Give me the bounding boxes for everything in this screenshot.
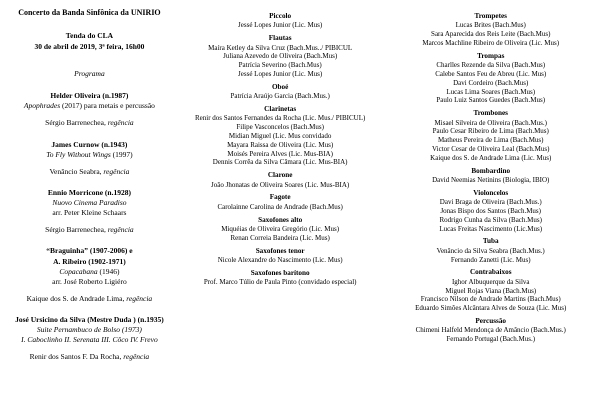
program-items: [8, 91, 171, 362]
member-name: David Neemias Netinins (Biologia, IBIO): [432, 176, 550, 184]
program-line: [8, 315, 171, 325]
program-line: [8, 294, 171, 304]
instrument-section: [183, 12, 378, 30]
member-name: Paulo Cesar Ribeiro de Lima (Bach.Mus): [432, 127, 549, 136]
member-name: Nicole Alexandre do Nascimento (Lic. Mus): [217, 255, 343, 264]
program-line: [8, 246, 171, 256]
instrument-section: [183, 171, 378, 189]
member-name: Davi Braga de Oliveira (Bach.Mus.): [439, 198, 542, 207]
member-name: Calebe Santos Feu de Abreu (Lic. Mus): [435, 69, 547, 78]
program-item: [8, 140, 171, 177]
instrument-section: [183, 83, 378, 101]
program-text: (2017) para metais e percussão: [60, 101, 155, 111]
program-line: [8, 198, 171, 208]
member-name: Venâncio da Silva Seabra (Bach.Mus.): [436, 246, 545, 255]
instrument-heading: Trombones: [473, 109, 508, 118]
member-name: Jessé Lopes Junior (Lic. Mus): [238, 69, 323, 78]
program-text: Suite Pernambuco de Bolso (1973): [36, 325, 142, 335]
program-line: [8, 225, 171, 235]
instrument-heading: Trompas: [477, 51, 505, 60]
venue: Tenda do CLA: [65, 31, 114, 41]
program-text: “Braguinha” (1907-2006) e: [46, 246, 133, 256]
program-text: Renir dos Santos F. Da Rocha,: [29, 352, 124, 362]
program-text: Ennio Morricone (n.1928): [47, 187, 131, 197]
member-name: Dennis Corrêa da Silva Câmara (Lic. Mus-BIA): [212, 158, 348, 167]
brass-strings-percussion-column: [385, 8, 596, 411]
member-name: Ighor Albuquerque da Silva: [451, 277, 530, 286]
program-text: regência: [107, 118, 134, 128]
program-text: Copacabana: [59, 266, 98, 276]
member-name: Lucas Lima Soares (Bach.Mus): [446, 87, 536, 96]
program-text: regência: [107, 225, 134, 235]
member-name: Paulo Luiz Santos Guedes (Bach.Mus): [436, 96, 546, 105]
instrument-heading: Flautas: [268, 34, 292, 43]
member-name: Miquéias de Oliveira Gregório (Lic. Mus): [221, 224, 340, 233]
member-name: Jessé Lopes Junior (Lic. Mus): [238, 21, 323, 30]
member-name: Juliana Azevedo de Oliveira (Bach.Mus): [223, 52, 338, 61]
program-text: James Curnow (n.1943): [51, 139, 128, 149]
program-line: [8, 257, 171, 267]
instrument-section: [389, 189, 592, 234]
date-time: 30 de abril de 2019, 3ª feira, 16h00: [34, 42, 145, 52]
member-name: Moisés Pereira Alves (Lic. Mus-BIA): [227, 149, 333, 158]
program-item: [8, 188, 171, 236]
member-name: Filipe Vasconcelos (Bach.Mus): [236, 123, 324, 132]
member-name: Lucas Freitas Nascimento (Lic.Mus): [439, 224, 543, 233]
program-text: Sérgio Barrenechea,: [45, 118, 108, 128]
program-text: Nuovo Cinema Paradiso: [52, 198, 127, 208]
member-name: Renan Correia Bandeira (Lic. Mus): [230, 233, 330, 242]
instrument-heading: Saxofones barítono: [250, 268, 310, 277]
program-text: Helder Oliveira (n.1987): [50, 91, 129, 101]
program-text: (1946): [97, 266, 120, 276]
document-title: Concerto da Banda Sinfônica da UNIRIO: [18, 8, 161, 17]
instrument-section: [183, 247, 378, 265]
program-line: [8, 118, 171, 128]
program-text: A. Ribeiro (1902-1971): [53, 256, 126, 266]
program-line: [8, 208, 171, 218]
instrument-section: [183, 105, 378, 167]
member-name: Davi Cordeiro (Bach.Mus): [453, 78, 529, 87]
member-name: Jonas Bispo dos Santos (Bach.Mus): [440, 206, 541, 215]
program-line: [8, 352, 171, 362]
program-item: [8, 91, 171, 128]
member-name: Renir dos Santos Fernandes da Rocha (Lic. Mus./ PIBICUL): [194, 114, 366, 123]
instrument-heading: Piccolo: [269, 12, 292, 20]
program-line: [8, 188, 171, 198]
woodwinds-column: [175, 8, 386, 411]
program-text: (1997): [110, 149, 133, 159]
member-name: Chimeni Halfeld Mendonça de Amâncio (Bach.Mus.): [415, 326, 566, 335]
program-text: regência: [123, 352, 150, 362]
member-name: Mayara Raissa de Oliveira (Lic. Mus): [227, 140, 334, 149]
instrument-section: [183, 216, 378, 243]
instrument-section: [389, 167, 592, 185]
instrument-section: [389, 237, 592, 264]
program-line: [8, 267, 171, 277]
program-text: To Fly Without Wings: [46, 149, 111, 159]
program-text: Sérgio Barrenechea,: [45, 225, 108, 235]
member-name: Maíra Ketley da Silva Cruz (Bach.Mus../ PIBICUL: [208, 43, 353, 52]
member-name: Patrícia Severino (Bach.Mus): [238, 61, 322, 70]
instrument-section: [389, 52, 592, 105]
instrument-heading: Tuba: [482, 237, 499, 246]
venue-block: [8, 31, 171, 53]
member-name: Prof. Marco Túlio de Paula Pinto (convidado especial): [203, 278, 357, 287]
instrument-heading: Clarinetas: [264, 104, 297, 113]
member-name: Miguel Rojas Viana (Bach.Mus): [445, 286, 537, 295]
program-text: José Ursicino da Silva (Mestre Duda ) (n.1935): [15, 315, 164, 325]
instrument-heading: Clarone: [267, 171, 293, 180]
member-name: Midian Miguel (Lic. Mus convidado: [228, 131, 332, 140]
instrument-section: [389, 109, 592, 162]
member-name: Patrícia Araújo Garcia (Bach.Mus.): [230, 92, 330, 101]
instrument-section: [183, 269, 378, 287]
program-line: [8, 91, 171, 101]
program-heading: Programa: [74, 69, 105, 79]
program-line: [8, 325, 171, 335]
program-line: [8, 150, 171, 160]
program-line: [8, 277, 171, 287]
program-text: Venâncio Seabra,: [49, 166, 104, 176]
instrument-heading: Fagote: [269, 193, 291, 202]
instrument-section: [183, 193, 378, 211]
member-name: Victor Cesar de Oliveira Leal (Bach.Mus): [432, 145, 550, 154]
instrument-heading: Violoncelos: [473, 188, 509, 197]
member-name: Charlles Rezende da Silva (Bach.Mus): [436, 61, 546, 70]
instrument-heading: Trompetes: [474, 12, 507, 20]
member-name: Sara Aparecida dos Reis Leite (Bach.Mus): [431, 30, 551, 39]
program-line: [8, 167, 171, 177]
program-text: regência: [126, 293, 153, 303]
program-text: arr. José Roberto Ligiéro: [52, 276, 127, 286]
program-text: arr. Peter Kleine Schaars: [52, 208, 127, 218]
member-name: Kaique dos S. de Andrade Lima (Lic. Mus): [430, 153, 552, 162]
program-line: [8, 101, 171, 111]
instrument-section: [389, 12, 592, 48]
instrument-heading: Saxofones tenor: [255, 246, 305, 255]
instrument-heading: Saxofones alto: [258, 215, 303, 224]
member-name: Rodrigo Cunha da Silva (Bach.Mus): [439, 215, 542, 224]
program-column: [4, 8, 175, 411]
program-line: [8, 335, 171, 345]
member-name: João Jhonatas de Oliveira Soares (Lic. Mus-BIA): [211, 180, 350, 189]
instrument-section: [389, 317, 592, 344]
instrument-heading: Percussão: [475, 317, 507, 326]
member-name: Fernando Zanetti (Lic. Mus): [450, 255, 531, 264]
instrument-heading: Contrabaixos: [469, 268, 512, 277]
program-item: [8, 315, 171, 363]
member-name: Marcos Machline Ribeiro de Oliveira (Lic. Mus): [422, 38, 560, 47]
member-name: Carolainne Carolina de Andrade (Bach.Mus): [217, 202, 343, 211]
instrument-heading: Oboé: [271, 82, 289, 91]
program-item: [8, 246, 171, 304]
member-name: Misael Silveira de Oliveira (Bach.Mus.): [434, 118, 547, 127]
program-text: Apophrades: [23, 101, 61, 111]
instrument-section: [389, 268, 592, 313]
program-text: regência: [103, 166, 130, 176]
member-name: Matheus Pereira de Lima (Bach.Mus): [437, 136, 544, 145]
program-line: [8, 140, 171, 150]
instrument-section: [183, 34, 378, 79]
program-text: Kaique dos S. de Andrade Lima,: [26, 293, 127, 303]
member-name: Eduardo Simões Alcântara Alves de Souza (Lic. Mus): [415, 304, 567, 313]
member-name: Lucas Brites (Bach.Mus): [455, 21, 526, 30]
instrument-heading: Bombardino: [471, 166, 511, 175]
member-name: Francisco Nilson de Andrade Martins (Bach.Mus): [420, 295, 561, 304]
program-text: I. Caboclinho II. Serenata III. Côco IV. Frevo: [21, 335, 158, 345]
member-name: Fernando Portugal (Bach.Mus.): [446, 335, 536, 344]
